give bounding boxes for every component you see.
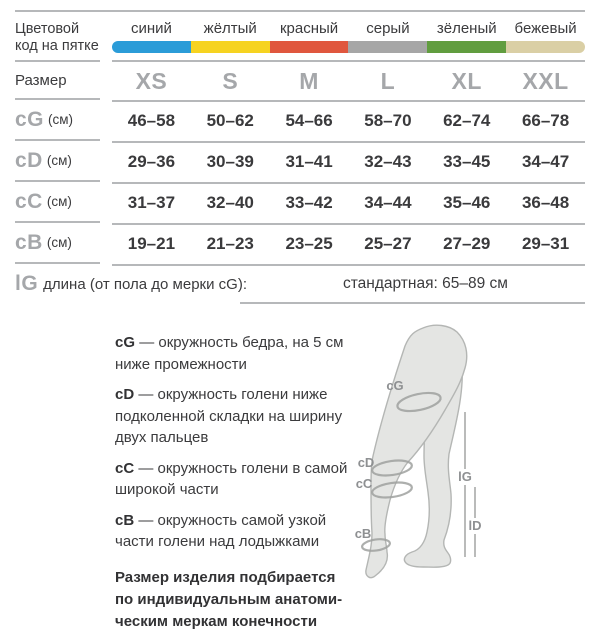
row-code: cC	[15, 189, 43, 213]
row-unit: (см)	[46, 194, 72, 209]
color-swatch-beige	[506, 41, 585, 53]
length-row-label: длина (от пола до мерки cG):	[43, 275, 247, 293]
color-swatch-green	[427, 41, 506, 53]
legend-item-cG	[115, 332, 355, 375]
color-name: бежевый	[514, 20, 577, 37]
cell-value: 21–23	[206, 233, 254, 253]
legend-item-text: — окружность самой узкой части голени над лодыжками	[115, 511, 327, 550]
size-row-label-text: Размер	[15, 71, 67, 89]
legend-note-line: по индивидуальным анатоми-	[115, 590, 343, 608]
row-values-cD	[112, 141, 585, 184]
size-value-xxl: XXL	[522, 67, 569, 94]
row-code: cG	[15, 107, 45, 131]
cell-value: 25–27	[364, 233, 412, 253]
color-name: жёлтый	[203, 20, 257, 37]
legend-item-cC	[115, 458, 355, 501]
size-table	[15, 10, 585, 304]
legend-item-text: — окружность голени в самой широкой части	[115, 459, 348, 498]
color-code-row	[15, 12, 585, 62]
cell-value: 23–25	[285, 233, 333, 253]
diagram-label-lD: lD	[468, 518, 482, 533]
size-value-xl: XL	[451, 67, 482, 94]
color-name: красный	[279, 20, 339, 37]
color-code-label-line1: Цветовой	[15, 21, 80, 37]
diagram-label-cC: cC	[355, 476, 373, 491]
legend-item-text: — окружность голени ниже подколенной складки на ширину двух пальцев	[115, 386, 343, 446]
size-row	[15, 62, 585, 100]
color-swatch-red	[270, 41, 349, 53]
cell-value: 29–31	[521, 233, 570, 253]
legend-item-code: cC	[115, 459, 135, 477]
legend-note-line: ческим меркам конечности	[115, 612, 318, 630]
size-values	[112, 62, 585, 102]
size-value-l: L	[380, 67, 396, 94]
row-values-cB	[112, 223, 585, 266]
diagram-label-cB: cB	[354, 526, 372, 541]
cell-value: 62–74	[443, 110, 491, 130]
measurement-row-cG	[15, 100, 585, 141]
size-value-m: M	[299, 67, 319, 94]
cell-value: 36–48	[521, 192, 570, 212]
row-code: cD	[15, 148, 43, 172]
size-row-label	[15, 62, 100, 100]
size-value-s: S	[222, 67, 239, 94]
cell-value: 46–58	[127, 110, 176, 130]
color-code-data	[112, 12, 585, 62]
measurement-row-cB	[15, 223, 585, 264]
row-label-cD	[15, 141, 100, 182]
color-swatch-gray	[348, 41, 427, 53]
length-row-value: стандартная: 65–89 см	[343, 275, 508, 292]
legend-item-code: cD	[115, 386, 135, 403]
color-swatch-blue	[112, 41, 191, 53]
cell-value: 66–78	[521, 110, 570, 130]
color-names	[112, 12, 585, 37]
row-label-cC	[15, 182, 100, 223]
cell-value: 34–44	[364, 192, 412, 212]
cell-value: 32–40	[206, 192, 254, 212]
diagram-label-lG: lG	[458, 469, 472, 484]
row-unit: (см)	[48, 112, 74, 127]
diagram-label-cD: cD	[357, 455, 375, 470]
color-name: серый	[366, 20, 410, 37]
color-code-label	[15, 12, 100, 62]
length-row-code: lG	[15, 272, 39, 295]
row-code: cB	[15, 230, 43, 254]
cell-value: 50–62	[206, 110, 254, 130]
color-name: зёленый	[436, 20, 497, 37]
legend-item-cB	[115, 510, 355, 553]
cell-value: 35–46	[443, 192, 491, 212]
legend-item-text: — окружность бедра, на 5 см ниже промежности	[115, 334, 344, 373]
leg-measurement-diagram	[345, 322, 585, 600]
cell-value: 19–21	[127, 233, 176, 253]
legend-item-cD	[115, 384, 355, 449]
legend-note-line: Размер изделия подбирается	[115, 568, 336, 586]
cell-value: 30–39	[206, 151, 254, 171]
cell-value: 58–70	[364, 110, 412, 130]
row-label-cG	[15, 100, 100, 141]
row-values-cG	[112, 100, 585, 143]
row-unit: (см)	[46, 235, 72, 250]
size-value-xs: XS	[135, 67, 168, 94]
length-row-divider	[240, 302, 585, 304]
color-code-label-line2: код на пятке	[15, 38, 99, 54]
cell-value: 33–42	[285, 192, 333, 212]
legend-item-code: cG	[115, 334, 136, 351]
diagram-label-cG: cG	[386, 378, 404, 393]
row-unit: (см)	[46, 153, 72, 168]
cell-value: 54–66	[285, 110, 333, 130]
legend-item-code: cB	[115, 511, 135, 529]
length-row	[15, 264, 585, 304]
color-swatch-yellow	[191, 41, 270, 53]
cell-value: 34–47	[521, 151, 570, 171]
cell-value: 32–43	[364, 151, 412, 171]
cell-value: 31–41	[285, 151, 333, 171]
heel-color-bar	[112, 41, 585, 53]
row-label-cB	[15, 223, 100, 264]
cell-value: 31–37	[127, 192, 176, 212]
cell-value: 27–29	[443, 233, 491, 253]
measurement-legend	[115, 332, 355, 633]
cell-value: 33–45	[443, 151, 491, 171]
cell-value: 29–36	[127, 151, 176, 171]
color-name: синий	[130, 20, 172, 37]
measurement-row-cD	[15, 141, 585, 182]
row-values-cC	[112, 182, 585, 225]
measurement-row-cC	[15, 182, 585, 223]
